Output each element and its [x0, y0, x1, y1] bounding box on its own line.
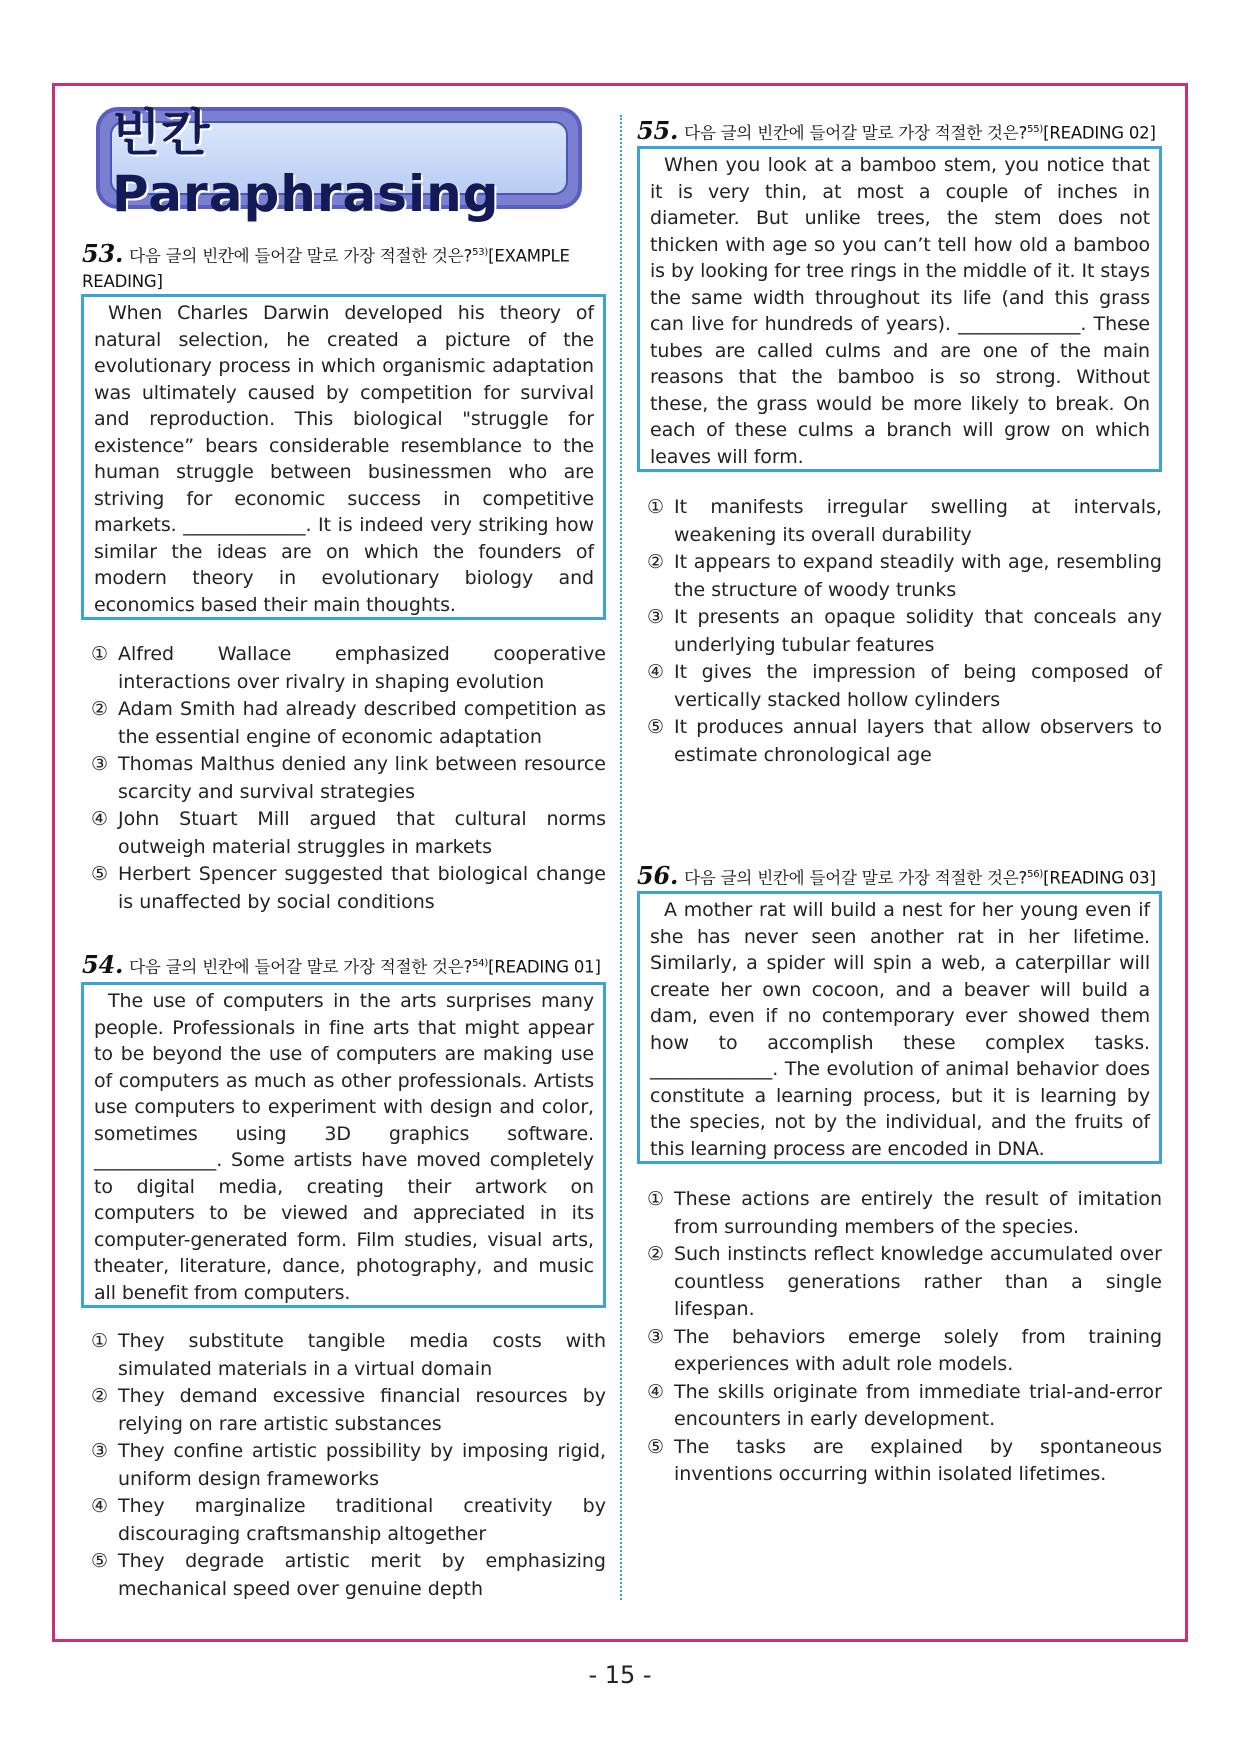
choice-4[interactable]: ④ It gives the impression of being composed of vertically stacked hollow cylinders: [647, 661, 1162, 711]
question-54-passage: [81, 982, 606, 1308]
passage-text: When Charles Darwin developed his theory of natural selection, he created a picture of the evolutionary process in which organismic adaptation was ultimately caused by competition for survival and reproduction. This biological "struggle for existence” bears considerable resemblance to the human struggle between businessmen who are striving for economic success in competitive markets. _____________. It is indeed very striking how similar the ideas are on which the founders of modern theory in evolutionary biology and economics based their main thoughts.: [94, 302, 594, 616]
question-53-passage: [81, 294, 606, 620]
question-55-choices: [647, 494, 1162, 769]
question-source: [READING 02]: [1043, 123, 1156, 143]
question-55-passage: [637, 146, 1162, 472]
section-title: 빈칸 Paraphrasing: [112, 104, 500, 223]
question-55-header: [637, 117, 1171, 146]
choice-5[interactable]: ⑤ Herbert Spencer suggested that biological change is unaffected by social conditions: [91, 863, 606, 913]
question-56-header: [637, 862, 1171, 891]
choice-1[interactable]: ① These actions are entirely the result of imitation from surrounding members of the species.: [647, 1188, 1162, 1238]
question-number: 56.: [637, 860, 679, 890]
choice-2[interactable]: ② It appears to expand steadily with age, resembling the structure of woody trunks: [647, 551, 1162, 601]
question-ref: 55): [1027, 124, 1044, 135]
choice-4[interactable]: ④ The skills originate from immediate trial-and-error encounters in early development.: [647, 1380, 1162, 1430]
choice-4[interactable]: ④ John Stuart Mill argued that cultural norms outweigh material struggles in markets: [91, 808, 606, 858]
question-prompt: 다음 글의 빈칸에 들어갈 말로 가장 적절한 것은?: [684, 868, 1028, 888]
question-54-choices: [91, 1328, 606, 1603]
question-source: [READING 03]: [1043, 868, 1156, 888]
choice-2[interactable]: ② Such instincts reflect knowledge accumulated over countless generations rather than a single lifespan.: [647, 1243, 1162, 1320]
choice-5[interactable]: ⑤ It produces annual layers that allow observers to estimate chronological age: [647, 716, 1162, 766]
question-56-passage: [637, 891, 1162, 1164]
choice-2[interactable]: ② They demand excessive financial resources by relying on rare artistic substances: [91, 1385, 606, 1435]
column-divider: [620, 115, 622, 1600]
passage-text: The use of computers in the arts surprises many people. Professionals in fine arts that might appear to be beyond the use of computers are making use of computers as much as other professionals. Artists use computers to experiment with design and color, sometimes using 3D graphics software. _____________. Some artists have moved completely to digital media, creating their artwork on computers to be viewed and appreciated in its computer-generated form. Film studies, visual arts, theater, literature, dance, photography, and music all benefit from computers.: [94, 990, 594, 1304]
section-title-badge: [96, 104, 582, 223]
question-number: 54.: [82, 949, 124, 979]
passage-text: When you look at a bamboo stem, you notice that it is very thin, at most a couple of inches in diameter. But unlike trees, the stem does not thicken with age so you can’t tell how old a bamboo is by looking for tree rings in the middle of it. It stays the same width throughout its life (and this grass can live for hundreds of years). _____________. These tubes are called culms and are one of the main reasons that the bamboo is so strong. Without these, the grass would be more likely to break. On each of these culms a branch will grow on which leaves will form.: [650, 154, 1150, 468]
page-number: - 15 -: [588, 1661, 652, 1689]
question-53-choices: [91, 641, 606, 916]
question-source: [EXAMPLE READING]: [82, 246, 570, 291]
choice-3[interactable]: ③ They confine artistic possibility by imposing rigid, uniform design frameworks: [91, 1440, 606, 1490]
question-ref: 54): [472, 958, 489, 969]
choice-3[interactable]: ③ It presents an opaque solidity that conceals any underlying tubular features: [647, 606, 1162, 656]
question-number: 53.: [82, 238, 124, 268]
choice-5[interactable]: ⑤ The tasks are explained by spontaneous inventions occurring within isolated lifetimes.: [647, 1435, 1162, 1485]
choice-3[interactable]: ③ Thomas Malthus denied any link between resource scarcity and survival strategies: [91, 753, 606, 803]
question-56-choices: [647, 1186, 1162, 1489]
question-source: [READING 01]: [488, 957, 601, 977]
question-ref: 56): [1027, 869, 1044, 880]
question-prompt: 다음 글의 빈칸에 들어갈 말로 가장 적절한 것은?: [129, 957, 473, 977]
choice-3[interactable]: ③ The behaviors emerge solely from training experiences with adult role models.: [647, 1325, 1162, 1375]
question-54-header: [82, 951, 604, 980]
choice-4[interactable]: ④ They marginalize traditional creativity by discouraging craftsmanship altogether: [91, 1495, 606, 1545]
question-53-header: [82, 240, 604, 294]
question-prompt: 다음 글의 빈칸에 들어갈 말로 가장 적절한 것은?: [129, 246, 473, 266]
question-prompt: 다음 글의 빈칸에 들어갈 말로 가장 적절한 것은?: [684, 123, 1028, 143]
choice-1[interactable]: ① It manifests irregular swelling at intervals, weakening its overall durability: [647, 496, 1162, 546]
choice-1[interactable]: ① They substitute tangible media costs with simulated materials in a virtual domain: [91, 1330, 606, 1380]
question-number: 55.: [637, 115, 679, 145]
question-ref: 53): [472, 247, 489, 258]
choice-5[interactable]: ⑤ They degrade artistic merit by emphasizing mechanical speed over genuine depth: [91, 1550, 606, 1600]
choice-1[interactable]: ① Alfred Wallace emphasized cooperative interactions over rivalry in shaping evolution: [91, 643, 606, 693]
choice-2[interactable]: ② Adam Smith had already described competition as the essential engine of economic adaptation: [91, 698, 606, 748]
passage-text: A mother rat will build a nest for her young even if she has never seen another rat in her lifetime. Similarly, a spider will spin a web, a caterpillar will create her own cocoon, and a beaver will build a dam, even if no contemporary ever showed them how to accomplish these complex tasks. _____________. The evolution of animal behavior does constitute a learning process, but it is learning by the species, not by the individual, and the fruits of this learning process are encoded in DNA.: [650, 899, 1150, 1160]
